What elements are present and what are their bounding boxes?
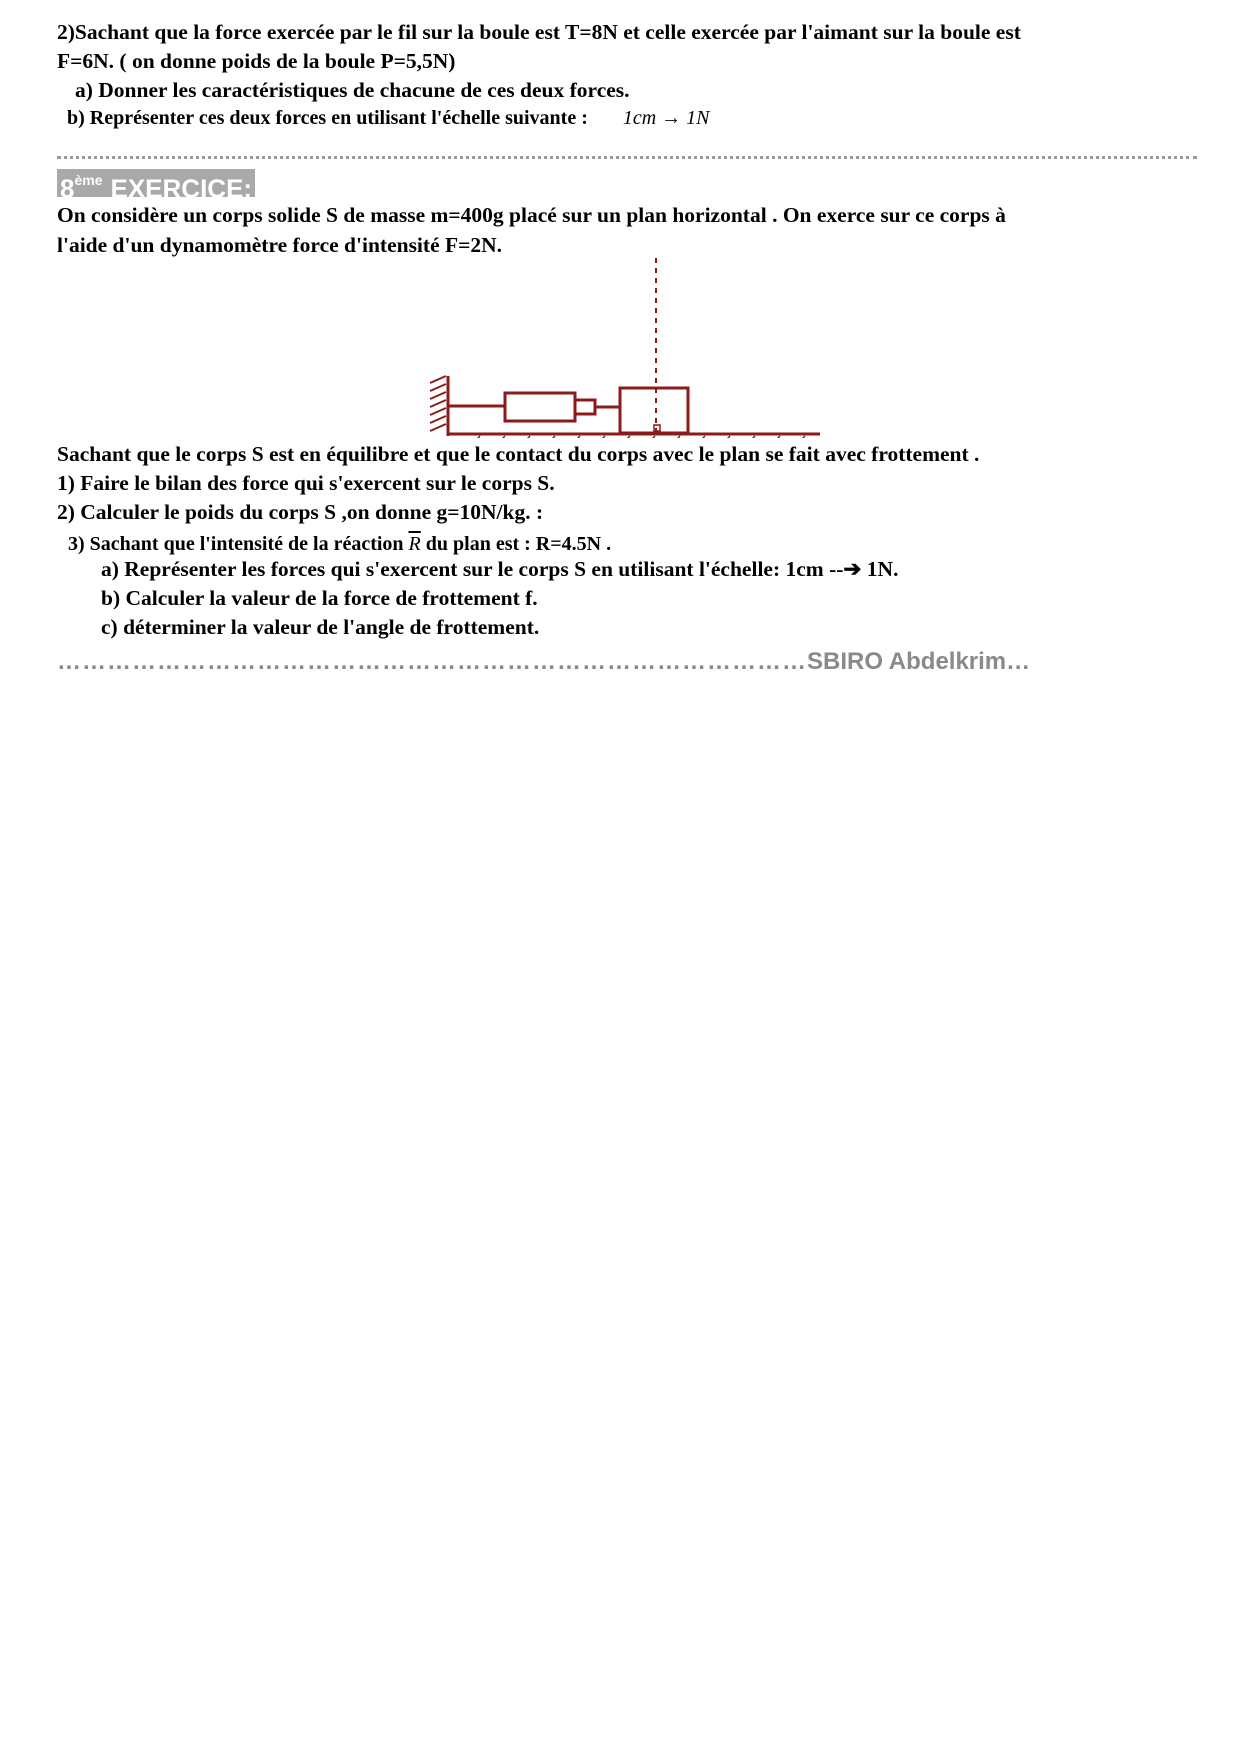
dynamometer-figure (400, 258, 850, 438)
question-3a: a) Représenter les forces qui s'exercent sur le corps S en utilisant l'échelle: 1cm --➔ 1N. (101, 557, 899, 581)
wall (430, 376, 448, 436)
q2b-line (67, 108, 1207, 128)
intro-line1: On considère un corps solide S de masse m=400g placé sur un plan horizontal . On exerce sur ce corps à (57, 203, 1006, 227)
exercise-heading (57, 169, 255, 204)
intro-line2: l'aide d'un dynamomètre force d'intensité F=2N. (57, 233, 503, 257)
q2b-scale: 1cm → 1N (622, 107, 710, 129)
q2-line2: F=6N. ( on donne poids de la boule P=5,5N) (57, 49, 456, 73)
question-1: 1) Faire le bilan des force qui s'exercent sur le corps S. (57, 471, 555, 495)
heading-text: EXERCICE: (110, 173, 253, 204)
horizontal-plane (448, 434, 820, 438)
footer-author: SBIRO Abdelkrim… (807, 648, 1031, 675)
q3-prefix: 3) Sachant que l'intensité de la réaction (68, 533, 404, 555)
question-3 (68, 534, 1208, 554)
q2b-text: b) Représenter ces deux forces en utilisant l'échelle suivante : (67, 107, 588, 129)
q3-suffix: du plan est : R=4.5N . (425, 533, 612, 555)
dynamometer (448, 393, 620, 421)
footer-dots: ……………………………………………………………………………… (57, 648, 807, 675)
q2-line1: 2)Sachant que la force exercée par le fil sur la boule est T=8N et celle exercée par l'aimant sur la boule est (57, 20, 1021, 44)
question-2: 2) Calculer le poids du corps S ,on donne g=10N/kg. : (57, 500, 544, 524)
heading-number: 8 (60, 173, 75, 204)
footer-signature (57, 648, 1177, 676)
q2a-text: a) Donner les caractéristiques de chacune de ces deux forces. (75, 78, 630, 102)
heading-sup: ème (74, 172, 103, 188)
separator-top (57, 156, 1197, 159)
reaction-vector: $\overline{R}$ (408, 533, 421, 555)
question-3c: c) déterminer la valeur de l'angle de frottement. (101, 615, 540, 639)
solid-block-s (620, 388, 688, 433)
equilibrium-statement: Sachant que le corps S est en équilibre et que le contact du corps avec le plan se fait avec frottement . (57, 442, 980, 466)
question-3b: b) Calculer la valeur de la force de frottement f. (101, 586, 538, 610)
